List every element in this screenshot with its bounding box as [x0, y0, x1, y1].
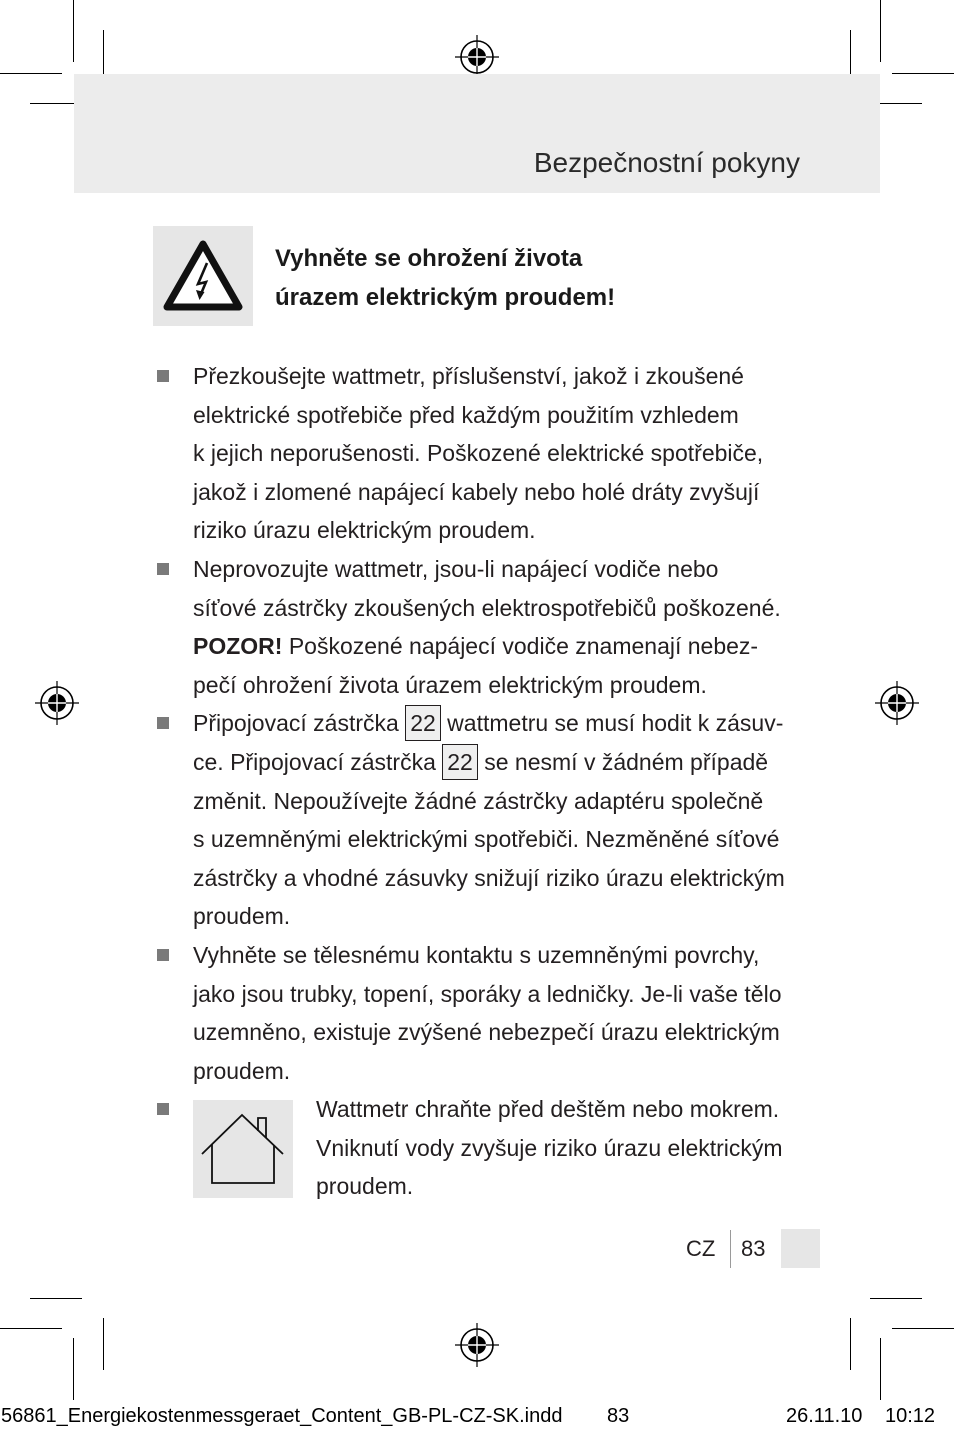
- slug-filename: 56861_Energiekostenmessgeraet_Content_GB-PL-CZ-SK.indd: [1, 1405, 563, 1427]
- slug-time: 10:12: [885, 1405, 936, 1427]
- text-segment: Připojovací zástrčka: [193, 710, 406, 737]
- slug-page: 83: [607, 1405, 630, 1427]
- text-line: uzemněno, existuje zvýšené nebezpečí úrazu elektrickým: [193, 1019, 780, 1046]
- footer-divider: [730, 1230, 731, 1268]
- warning-heading: [275, 239, 615, 317]
- text-line: pečí ohrožení života úrazem elektrickým proudem.: [193, 671, 707, 698]
- high-voltage-warning-icon: [153, 226, 253, 326]
- registration-mark-icon: [874, 680, 920, 726]
- bullet-marker: [157, 563, 169, 575]
- list-item: [193, 936, 853, 1090]
- house-roof: [202, 1115, 283, 1154]
- crop-mark: [870, 1298, 922, 1299]
- text-line: [193, 743, 853, 782]
- language-code: CZ: [686, 1236, 716, 1261]
- part-reference-number: 22: [442, 744, 478, 780]
- text-line: proudem.: [193, 1057, 291, 1084]
- text-line: proudem.: [316, 1173, 414, 1200]
- text-segment: wattmetru se musí hodit k zásuv-: [440, 710, 784, 737]
- crop-mark: [30, 1298, 82, 1299]
- page-number: 83: [741, 1236, 766, 1261]
- text-line: elektrické spotřebiče před každým použitím vzhledem: [193, 401, 739, 428]
- crop-mark: [880, 0, 881, 62]
- text-line: [193, 704, 853, 743]
- crop-mark: [73, 0, 74, 62]
- crop-mark: [892, 73, 954, 74]
- text-segment: se nesmí v žádném případě: [477, 748, 769, 775]
- list-item: [193, 1090, 853, 1206]
- bullet-marker: [157, 370, 169, 382]
- list-item: [193, 704, 853, 936]
- text-line: [193, 627, 853, 666]
- text-line: jako jsou trubky, topení, sporáky a ledničky. Je-li vaše tělo: [193, 980, 782, 1007]
- text-line: k jejich neporušenosti. Poškozené elektrické spotřebiče,: [193, 440, 764, 467]
- registration-mark-icon: [454, 1322, 500, 1368]
- text-segment: ce. Připojovací zástrčka: [193, 748, 443, 775]
- text-line: zástrčky a vhodné zásuvky snižují riziko úrazu elektrickým: [193, 864, 785, 891]
- crop-mark: [892, 1328, 954, 1329]
- bullet-marker: [157, 717, 169, 729]
- text-line: Vyhněte se tělesnému kontaktu s uzemněnými povrchy,: [193, 941, 760, 968]
- text-line: síťové zástrčky zkoušených elektrospotřebičů poškozené.: [193, 594, 781, 621]
- part-reference-number: 22: [405, 705, 441, 741]
- text-line: jakož i zlomené napájecí kabely nebo holé dráty zvyšují: [193, 478, 760, 505]
- header-band: [74, 74, 880, 193]
- crop-mark: [880, 1338, 881, 1400]
- text-line: riziko úrazu elektrickým proudem.: [193, 517, 536, 544]
- registration-mark-icon: [34, 680, 80, 726]
- text-line: s uzemněnými elektrickými spotřebiči. Nezměněné síťové: [193, 826, 780, 853]
- bullet-marker: [157, 949, 169, 961]
- bullet-marker: [157, 1103, 169, 1115]
- footer-tab-box: [781, 1229, 820, 1268]
- text-line: Wattmetr chraňte před deštěm nebo mokrem.: [316, 1096, 780, 1123]
- crop-mark: [0, 73, 62, 74]
- safety-instructions-list: [193, 357, 853, 1206]
- warning-heading-line: Vyhněte se ohrožení života: [275, 245, 583, 272]
- caution-label: POZOR!: [193, 633, 283, 660]
- crop-mark: [850, 1318, 851, 1370]
- text-line: proudem.: [193, 903, 291, 930]
- text-line: Přezkoušejte wattmetr, příslušenství, jakož i zkoušené: [193, 363, 744, 389]
- warning-heading-line: úrazem elektrickým proudem!: [275, 284, 616, 311]
- list-item: [193, 357, 853, 550]
- list-item: [193, 550, 853, 704]
- list-item-text: [316, 1090, 783, 1206]
- text-segment: Poškozené napájecí vodiče znamenají nebez-: [282, 633, 759, 660]
- page-title: Bezpečnostní pokyny: [533, 147, 800, 178]
- crop-mark: [0, 1328, 62, 1329]
- text-line: Neprovozujte wattmetr, jsou-li napájecí vodiče nebo: [193, 555, 719, 582]
- crop-mark: [73, 1338, 74, 1400]
- crop-mark: [103, 1318, 104, 1370]
- house-icon: [193, 1100, 293, 1198]
- slug-date: 26.11.10: [786, 1405, 863, 1427]
- house-walls: [212, 1144, 274, 1183]
- text-line: Vniknutí vody zvyšuje riziko úrazu elektrickým: [316, 1134, 783, 1161]
- text-line: změnit. Nepoužívejte žádné zástrčky adaptéru společně: [193, 787, 764, 814]
